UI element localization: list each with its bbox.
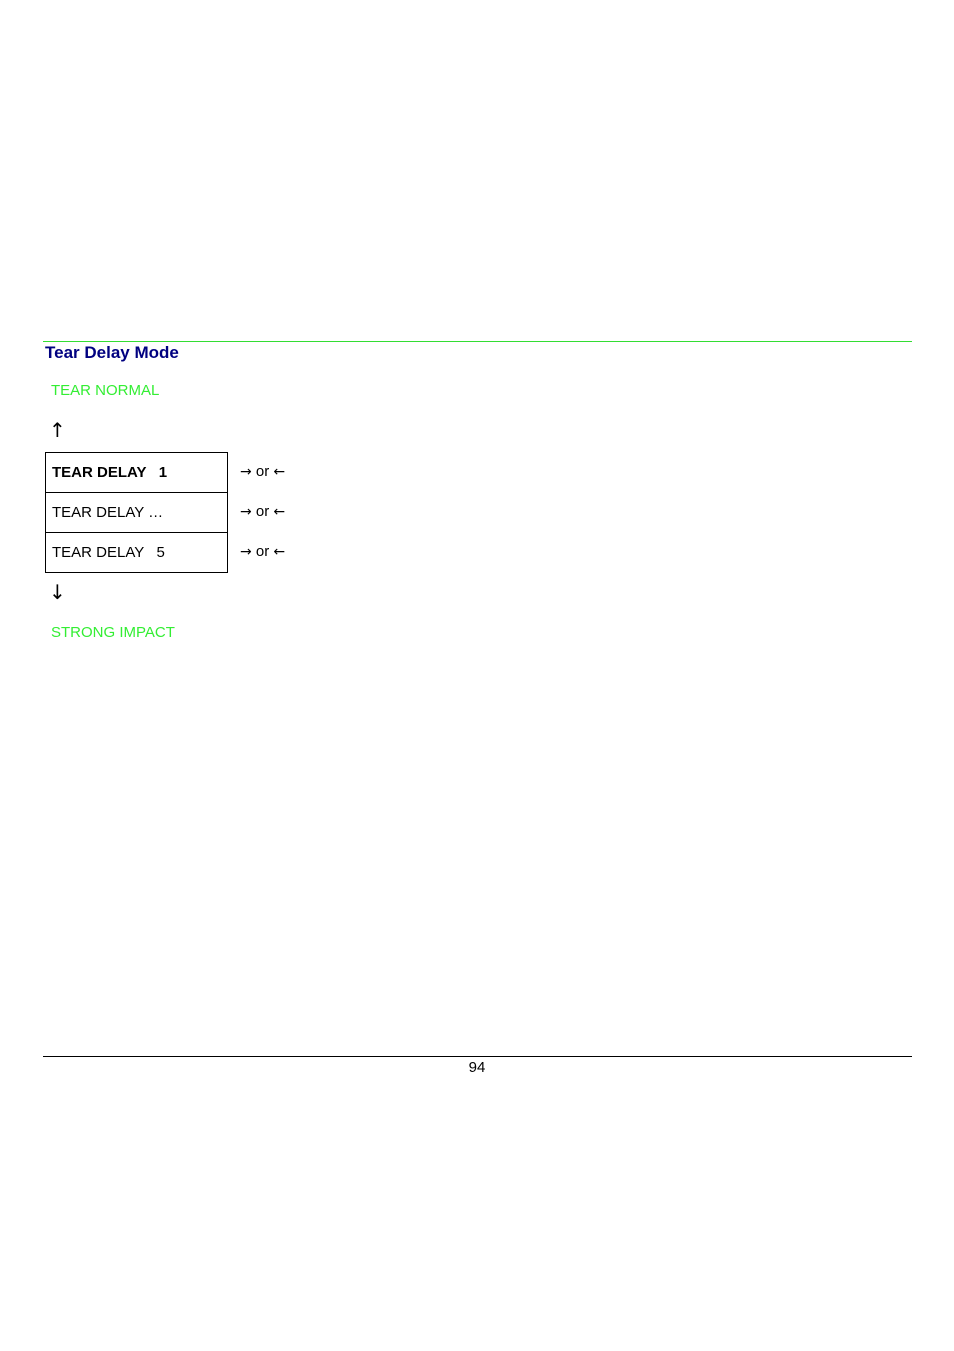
navigation-hint bbox=[240, 503, 285, 520]
right-arrow-icon: → bbox=[240, 504, 252, 520]
footer-divider bbox=[43, 1056, 912, 1057]
option-row-tear-delay-1 bbox=[46, 453, 228, 493]
option-row-tear-delay-5 bbox=[46, 533, 228, 573]
hint-or-text: or bbox=[255, 463, 270, 480]
right-arrow-icon: → bbox=[240, 464, 252, 480]
section-title: Tear Delay Mode bbox=[45, 343, 179, 362]
page-number: 94 bbox=[468, 1059, 486, 1076]
tear-delay-options-table bbox=[45, 452, 228, 573]
left-arrow-icon: ← bbox=[273, 544, 286, 560]
down-arrow-icon: ↓ bbox=[49, 580, 66, 604]
hint-or-text: or bbox=[255, 543, 270, 560]
up-arrow-icon: ↑ bbox=[49, 418, 66, 442]
right-arrow-icon: → bbox=[240, 544, 252, 560]
section-divider bbox=[43, 341, 912, 342]
navigation-hint bbox=[240, 543, 285, 560]
next-menu-item: STRONG IMPACT bbox=[51, 624, 175, 641]
hint-or-text: or bbox=[255, 503, 270, 520]
option-label: TEAR DELAY 1 bbox=[46, 453, 228, 493]
navigation-hint bbox=[240, 463, 285, 480]
left-arrow-icon: ← bbox=[273, 504, 286, 520]
left-arrow-icon: ← bbox=[273, 464, 286, 480]
option-label: TEAR DELAY 5 bbox=[46, 533, 228, 573]
option-row-tear-delay-ellipsis bbox=[46, 493, 228, 533]
option-label: TEAR DELAY … bbox=[46, 493, 228, 533]
previous-menu-item: TEAR NORMAL bbox=[51, 382, 160, 399]
